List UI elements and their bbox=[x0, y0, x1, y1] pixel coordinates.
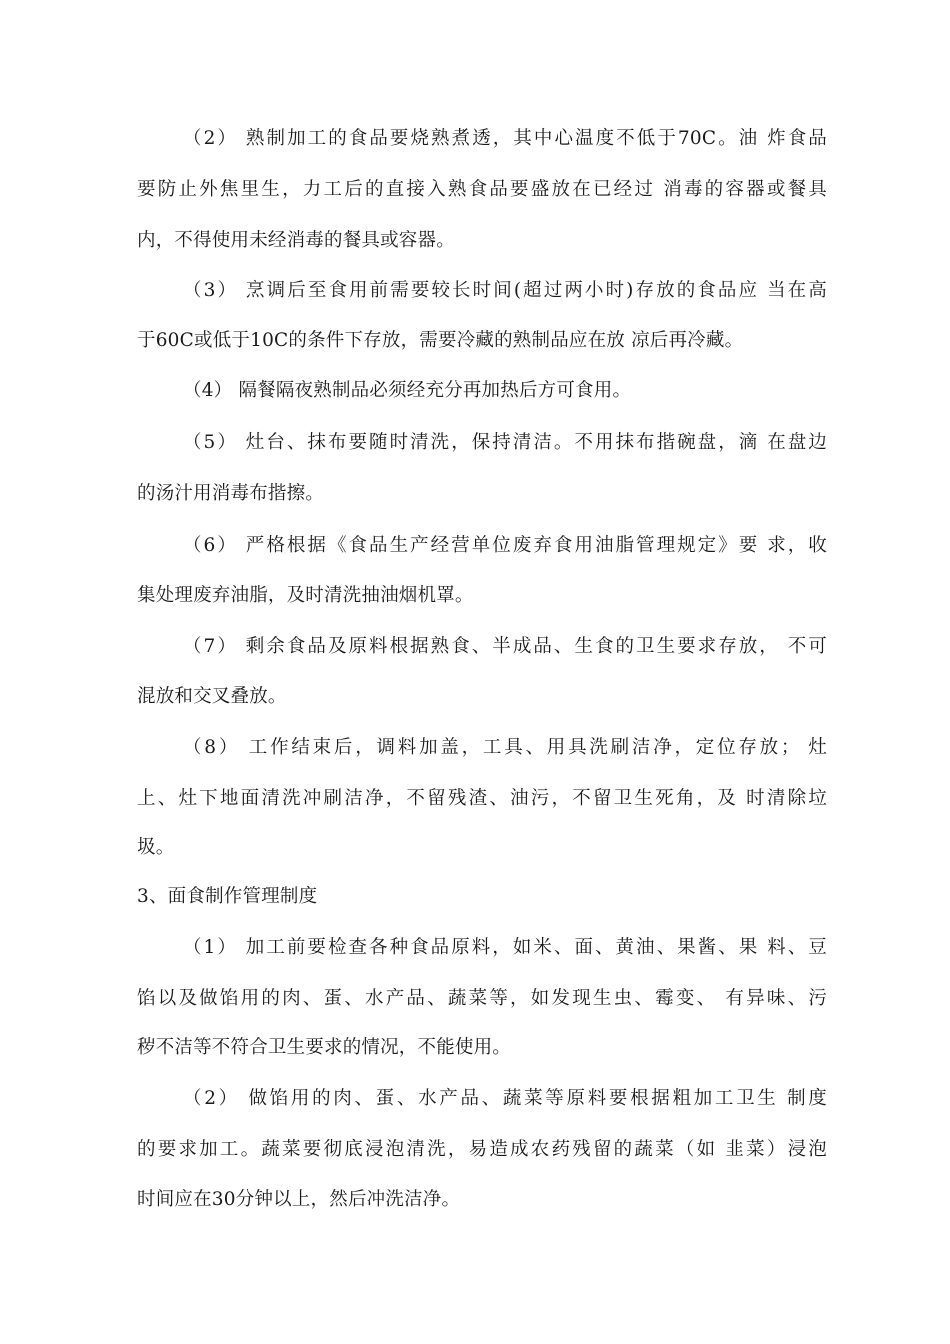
paragraph-line: （3） 烹调后至食用前需要较长时间(超过两小时)存放的食品应 当在高 bbox=[183, 280, 827, 301]
paragraph-line: 要防止外焦里生，力工后的直接入熟食品要盛放在已经过 消毒的容器或餐具 bbox=[137, 179, 827, 200]
paragraph-line: 的要求加工。蔬菜要彻底浸泡清洗，易造成农药残留的蔬菜（如 韭菜）浸泡 bbox=[137, 1139, 827, 1160]
paragraph-line: （5） 灶台、抹布要随时清洗，保持清洁。不用抹布揩碗盘，滴 在盘边 bbox=[183, 432, 827, 453]
paragraph-line: （2） 熟制加工的食品要烧熟煮透，其中心温度不低于70C。油 炸食品 bbox=[183, 128, 827, 149]
section-heading: 3、面食制作管理制度 bbox=[137, 886, 318, 907]
paragraph-line: （8） 工作结束后，调料加盖，工具、用具洗刷洁净，定位存放； 灶 bbox=[183, 737, 827, 758]
paragraph-line: 集处理废弃油脂，及时清洗抽油烟机罩。 bbox=[137, 585, 474, 606]
paragraph-line: 秽不洁等不符合卫生要求的情况，不能使用。 bbox=[137, 1037, 512, 1058]
paragraph-line: 圾。 bbox=[137, 837, 175, 858]
paragraph-line: （6） 严格根据《食品生产经营单位废弃食用油脂管理规定》要 求，收 bbox=[183, 535, 827, 556]
paragraph-line: （7） 剩余食品及原料根据熟食、半成品、生食的卫生要求存放， 不可 bbox=[183, 636, 827, 657]
paragraph-line: 上、灶下地面清洗冲刷洁净，不留残渣、油污，不留卫生死角，及 时清除垃 bbox=[137, 788, 827, 809]
paragraph-line: （4） 隔餐隔夜熟制品必须经充分再加热后方可食用。 bbox=[183, 380, 632, 401]
paragraph-line: 时间应在30分钟以上，然后冲洗洁净。 bbox=[137, 1189, 461, 1210]
paragraph-line: 馅以及做馅用的肉、蛋、水产品、蔬菜等，如发现生虫、霉变、 有异味、污 bbox=[137, 988, 827, 1009]
paragraph-line: （1） 加工前要检查各种食品原料，如米、面、黄油、果酱、果 料、豆 bbox=[183, 937, 827, 958]
paragraph-line: 的汤汁用消毒布揩擦。 bbox=[137, 483, 325, 504]
paragraph-line: 混放和交叉叠放。 bbox=[137, 686, 287, 707]
paragraph-line: （2） 做馅用的肉、蛋、水产品、蔬菜等原料要根据粗加工卫生 制度 bbox=[183, 1088, 827, 1109]
paragraph-line: 于60C或低于10C的条件下存放，需要冷藏的熟制品应在放 凉后再冷藏。 bbox=[137, 330, 744, 351]
paragraph-line: 内，不得使用未经消毒的餐具或容器。 bbox=[137, 230, 455, 251]
